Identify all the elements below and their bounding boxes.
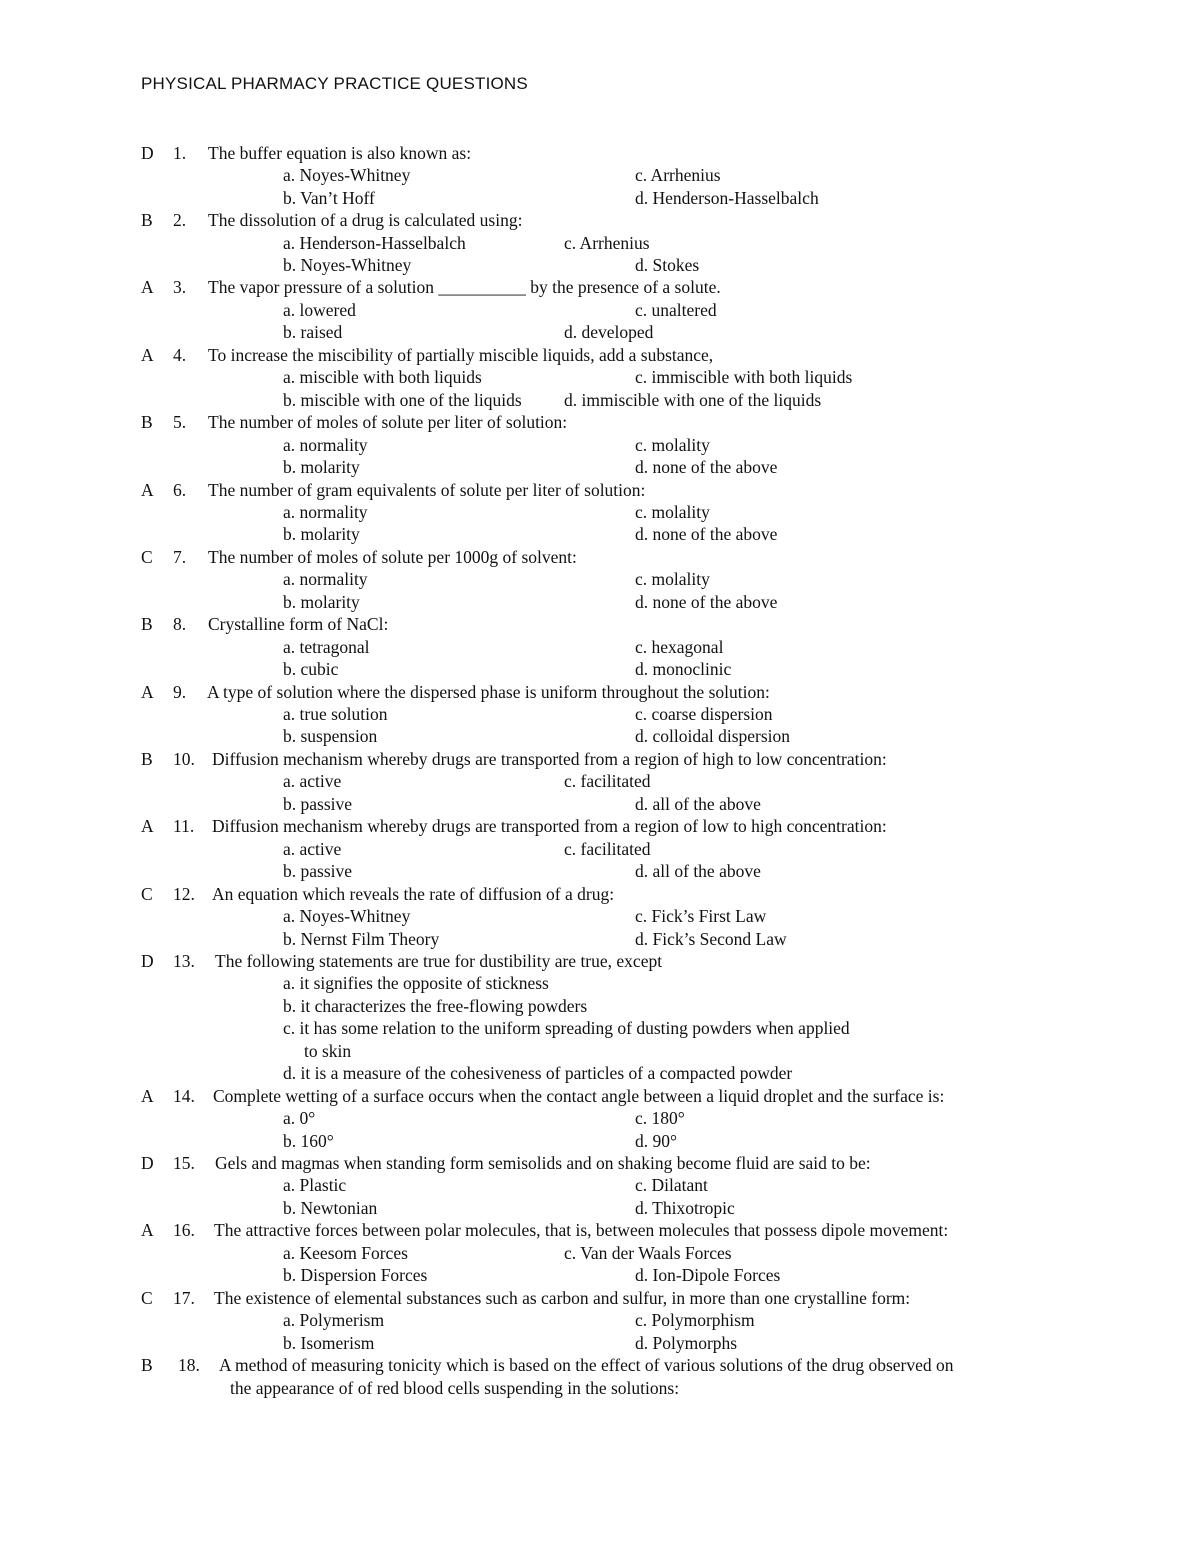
question-number: 15. — [173, 1153, 195, 1173]
option-b: b. raised — [283, 322, 343, 342]
option-c: c. Van der Waals Forces — [564, 1243, 732, 1263]
question-stem: The attractive forces between polar molecules, that is, between molecules that possess dipole movement: — [214, 1220, 949, 1240]
option-c: c. it has some relation to the uniform spreading of dusting powders when applied — [283, 1018, 850, 1038]
option-d: d. immiscible with one of the liquids — [564, 390, 822, 410]
option-a: a. Noyes-Whitney — [283, 165, 411, 185]
question-stem: Diffusion mechanism whereby drugs are transported from a region of low to high concentration: — [212, 816, 887, 836]
question-stem: The existence of elemental substances such as carbon and sulfur, in more than one crystalline form: — [214, 1288, 911, 1308]
option-b: b. Nernst Film Theory — [283, 929, 440, 949]
answer-key: B — [141, 210, 153, 230]
question-stem: Diffusion mechanism whereby drugs are transported from a region of high to low concentration: — [212, 749, 887, 769]
option-b: b. Van’t Hoff — [283, 188, 375, 208]
answer-key: A — [141, 816, 154, 836]
answer-key: B — [141, 1355, 153, 1375]
question-number: 7. — [173, 547, 187, 567]
option-b: b. molarity — [283, 524, 360, 544]
question-number: 17. — [173, 1288, 195, 1308]
answer-key: C — [141, 884, 153, 904]
question-number: 12. — [173, 884, 195, 904]
option-a: a. Polymerism — [283, 1310, 385, 1330]
option-d: d. 90° — [635, 1131, 677, 1151]
answer-key: C — [141, 547, 153, 567]
option-a: a. active — [283, 771, 342, 791]
option-a: a. normality — [283, 435, 368, 455]
option-c: c. Arrhenius — [635, 165, 721, 185]
option-d: d. Ion-Dipole Forces — [635, 1265, 781, 1285]
option-a: a. Plastic — [283, 1175, 347, 1195]
option-c: c. molality — [635, 435, 710, 455]
document-title: PHYSICAL PHARMACY PRACTICE QUESTIONS — [141, 74, 528, 93]
option-b: b. it characterizes the free-flowing powders — [283, 996, 588, 1016]
option-c: c. Polymorphism — [635, 1310, 755, 1330]
question-stem: The number of moles of solute per 1000g of solvent: — [208, 547, 577, 567]
option-a: a. lowered — [283, 300, 356, 320]
option-a: a. true solution — [283, 704, 388, 724]
option-b: b. Noyes-Whitney — [283, 255, 412, 275]
answer-key: A — [141, 480, 154, 500]
option-c: c. Dilatant — [635, 1175, 708, 1195]
option-d: d. it is a measure of the cohesiveness of particles of a compacted powder — [283, 1063, 793, 1083]
option-b: b. Isomerism — [283, 1333, 375, 1353]
option-c: c. coarse dispersion — [635, 704, 773, 724]
option-c: c. 180° — [635, 1108, 685, 1128]
question-number: 6. — [173, 480, 187, 500]
answer-key: B — [141, 412, 153, 432]
option-a: a. tetragonal — [283, 637, 370, 657]
option-c: c. molality — [635, 502, 710, 522]
question-number: 1. — [173, 143, 187, 163]
option-c: c. facilitated — [564, 771, 651, 791]
option-b: b. molarity — [283, 592, 360, 612]
question-stem: The dissolution of a drug is calculated using: — [208, 210, 523, 230]
question-stem: The number of gram equivalents of solute per liter of solution: — [208, 480, 646, 500]
option-b: b. suspension — [283, 726, 378, 746]
option-c: c. hexagonal — [635, 637, 724, 657]
question-number: 9. — [173, 682, 187, 702]
answer-key: D — [141, 1153, 154, 1173]
question-number: 13. — [173, 951, 195, 971]
question-stem: The number of moles of solute per liter of solution: — [208, 412, 568, 432]
option-a: a. Noyes-Whitney — [283, 906, 411, 926]
option-a: a. it signifies the opposite of stickness — [283, 973, 549, 993]
option-d: d. Thixotropic — [635, 1198, 735, 1218]
question-stem: Crystalline form of NaCl: — [208, 614, 389, 634]
option-d: d. Stokes — [635, 255, 700, 275]
option-b: b. passive — [283, 861, 353, 881]
option-c: c. Arrhenius — [564, 233, 650, 253]
question-number: 18. — [178, 1355, 200, 1375]
option-d: d. monoclinic — [635, 659, 732, 679]
question-stem: Gels and magmas when standing form semisolids and on shaking become fluid are said to be: — [215, 1153, 871, 1173]
question-number: 5. — [173, 412, 187, 432]
answer-key: A — [141, 1086, 154, 1106]
answer-key: A — [141, 682, 154, 702]
option-a: a. 0° — [283, 1108, 316, 1128]
option-b: b. miscible with one of the liquids — [283, 390, 522, 410]
question-stem: To increase the miscibility of partially miscible liquids, add a substance, — [208, 345, 714, 365]
option-b: b. Dispersion Forces — [283, 1265, 428, 1285]
option-b: b. passive — [283, 794, 353, 814]
answer-key: A — [141, 345, 154, 365]
option-a: a. Henderson-Hasselbalch — [283, 233, 466, 253]
option-c: c. Fick’s First Law — [635, 906, 767, 926]
option-d: d. none of the above — [635, 524, 778, 544]
option-d: d. all of the above — [635, 794, 761, 814]
question-stem-continued: the appearance of of red blood cells suspending in the solutions: — [230, 1378, 680, 1398]
option-d: d. developed — [564, 322, 654, 342]
question-stem: Complete wetting of a surface occurs when the contact angle between a liquid droplet and the surface is: — [213, 1086, 945, 1106]
answer-key: A — [141, 277, 154, 297]
option-d: d. Fick’s Second Law — [635, 929, 787, 949]
option-b: b. 160° — [283, 1131, 334, 1151]
question-stem: The following statements are true for dustibility are true, except — [215, 951, 663, 971]
question-stem: An equation which reveals the rate of diffusion of a drug: — [212, 884, 615, 904]
question-number: 14. — [173, 1086, 195, 1106]
question-number: 8. — [173, 614, 187, 634]
question-stem: The vapor pressure of a solution __________ by the presence of a solute. — [208, 277, 721, 297]
option-d: d. Polymorphs — [635, 1333, 738, 1353]
answer-key: B — [141, 614, 153, 634]
option-c: c. unaltered — [635, 300, 717, 320]
option-d: d. colloidal dispersion — [635, 726, 791, 746]
option-b: b. Newtonian — [283, 1198, 378, 1218]
question-stem: A type of solution where the dispersed phase is uniform throughout the solution: — [207, 682, 770, 702]
question-number: 4. — [173, 345, 187, 365]
option-c: c. facilitated — [564, 839, 651, 859]
question-stem: The buffer equation is also known as: — [208, 143, 472, 163]
option-a: a. normality — [283, 569, 368, 589]
option-b: b. molarity — [283, 457, 360, 477]
option-d: d. none of the above — [635, 592, 778, 612]
question-stem: A method of measuring tonicity which is based on the effect of various solutions of the drug observed on — [219, 1355, 954, 1375]
option-a: a. active — [283, 839, 342, 859]
option-d: d. none of the above — [635, 457, 778, 477]
option-a: a. Keesom Forces — [283, 1243, 408, 1263]
option-c: c. molality — [635, 569, 710, 589]
answer-key: D — [141, 951, 154, 971]
question-number: 16. — [173, 1220, 195, 1240]
answer-key: A — [141, 1220, 154, 1240]
question-number: 11. — [173, 816, 195, 836]
answer-key: C — [141, 1288, 153, 1308]
option-c-continued: to skin — [304, 1041, 352, 1061]
question-number: 2. — [173, 210, 187, 230]
question-number: 3. — [173, 277, 187, 297]
question-number: 10. — [173, 749, 195, 769]
option-d: d. all of the above — [635, 861, 761, 881]
option-a: a. normality — [283, 502, 368, 522]
option-c: c. immiscible with both liquids — [635, 367, 853, 387]
option-a: a. miscible with both liquids — [283, 367, 482, 387]
answer-key: B — [141, 749, 153, 769]
answer-key: D — [141, 143, 154, 163]
option-b: b. cubic — [283, 659, 339, 679]
option-d: d. Henderson-Hasselbalch — [635, 188, 819, 208]
